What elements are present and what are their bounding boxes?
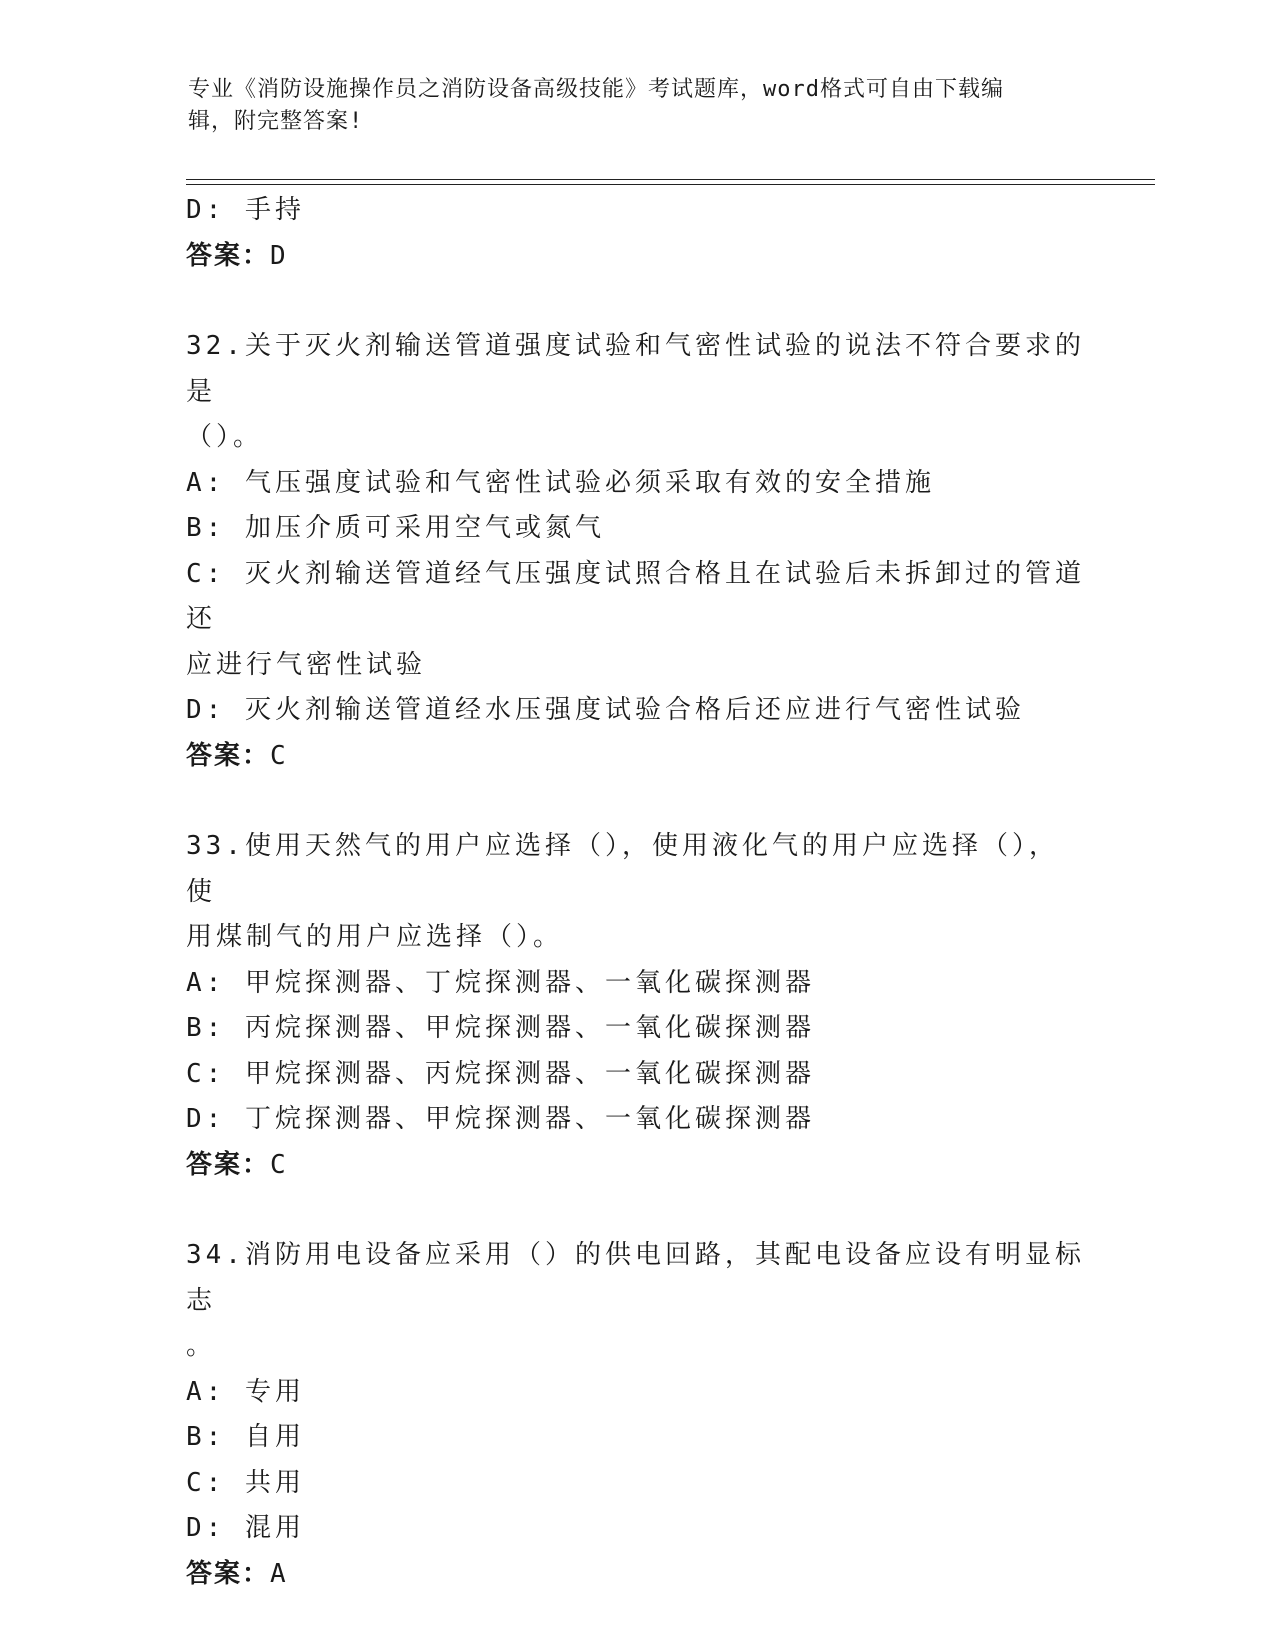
option-d: D: 灭火剂输送管道经水压强度试验合格后还应进行气密性试验 <box>186 695 1025 725</box>
continuation-block <box>186 188 1086 279</box>
question-33 <box>186 824 1086 1188</box>
document-header <box>188 74 1068 138</box>
answer-value: C <box>270 740 288 771</box>
header-line-2: 辑，附完整答案! <box>188 109 364 134</box>
option-c: C: 甲烷探测器、丙烷探测器、一氧化碳探测器 <box>186 1058 815 1089</box>
question-34 <box>186 1233 1086 1597</box>
option-d: D: 混用 <box>186 1513 305 1543</box>
answer-line <box>186 1143 1086 1189</box>
answer-label: 答案： <box>186 1149 271 1180</box>
option-b: B: 加压介质可采用空气或氮气 <box>186 513 605 543</box>
answer-value: A <box>270 1558 288 1589</box>
question-stem-cont: （）。 <box>186 422 264 452</box>
question-stem: 32.关于灭火剂输送管道强度试验和气密性试验的说法不符合要求的是 <box>186 331 1085 407</box>
answer-label: 答案： <box>186 240 271 271</box>
question-list <box>186 188 1086 1597</box>
question-stem-cont: 用煤制气的用户应选择（）。 <box>186 922 564 952</box>
answer-line <box>186 734 1086 780</box>
answer-label: 答案： <box>186 1558 271 1589</box>
answer-value: C <box>270 1149 288 1180</box>
option-d: D: 丁烷探测器、甲烷探测器、一氧化碳探测器 <box>186 1104 815 1134</box>
question-stem: 33.使用天然气的用户应选择（），使用液化气的用户应选择（），使 <box>186 831 1059 907</box>
option-a: A: 气压强度试验和气密性试验必须采取有效的安全措施 <box>186 467 935 498</box>
answer-label: 答案： <box>186 740 271 771</box>
question-stem: 34.消防用电设备应采用（）的供电回路，其配电设备应设有明显标志 <box>186 1240 1085 1316</box>
answer-value: D <box>270 240 288 271</box>
answer-line <box>186 1552 1086 1598</box>
option-b: B: 自用 <box>186 1422 305 1452</box>
header-divider-top <box>186 179 1155 180</box>
option-c: C: 灭火剂输送管道经气压强度试照合格且在试验后未拆卸过的管道还 <box>186 558 1085 634</box>
answer-line <box>186 234 1086 280</box>
option-c: C: 共用 <box>186 1467 305 1498</box>
option-b: B: 丙烷探测器、甲烷探测器、一氧化碳探测器 <box>186 1013 815 1043</box>
option-d: D: 手持 <box>186 195 305 225</box>
header-line-1: 专业《消防设施操作员之消防设备高级技能》考试题库，word格式可自由下载编 <box>188 77 1004 102</box>
question-stem-cont: 。 <box>186 1331 217 1361</box>
option-c-cont: 应进行气密性试验 <box>186 649 427 680</box>
option-a: A: 专用 <box>186 1376 305 1407</box>
question-32 <box>186 324 1086 779</box>
header-divider-bottom <box>186 184 1155 185</box>
option-a: A: 甲烷探测器、丁烷探测器、一氧化碳探测器 <box>186 967 815 998</box>
